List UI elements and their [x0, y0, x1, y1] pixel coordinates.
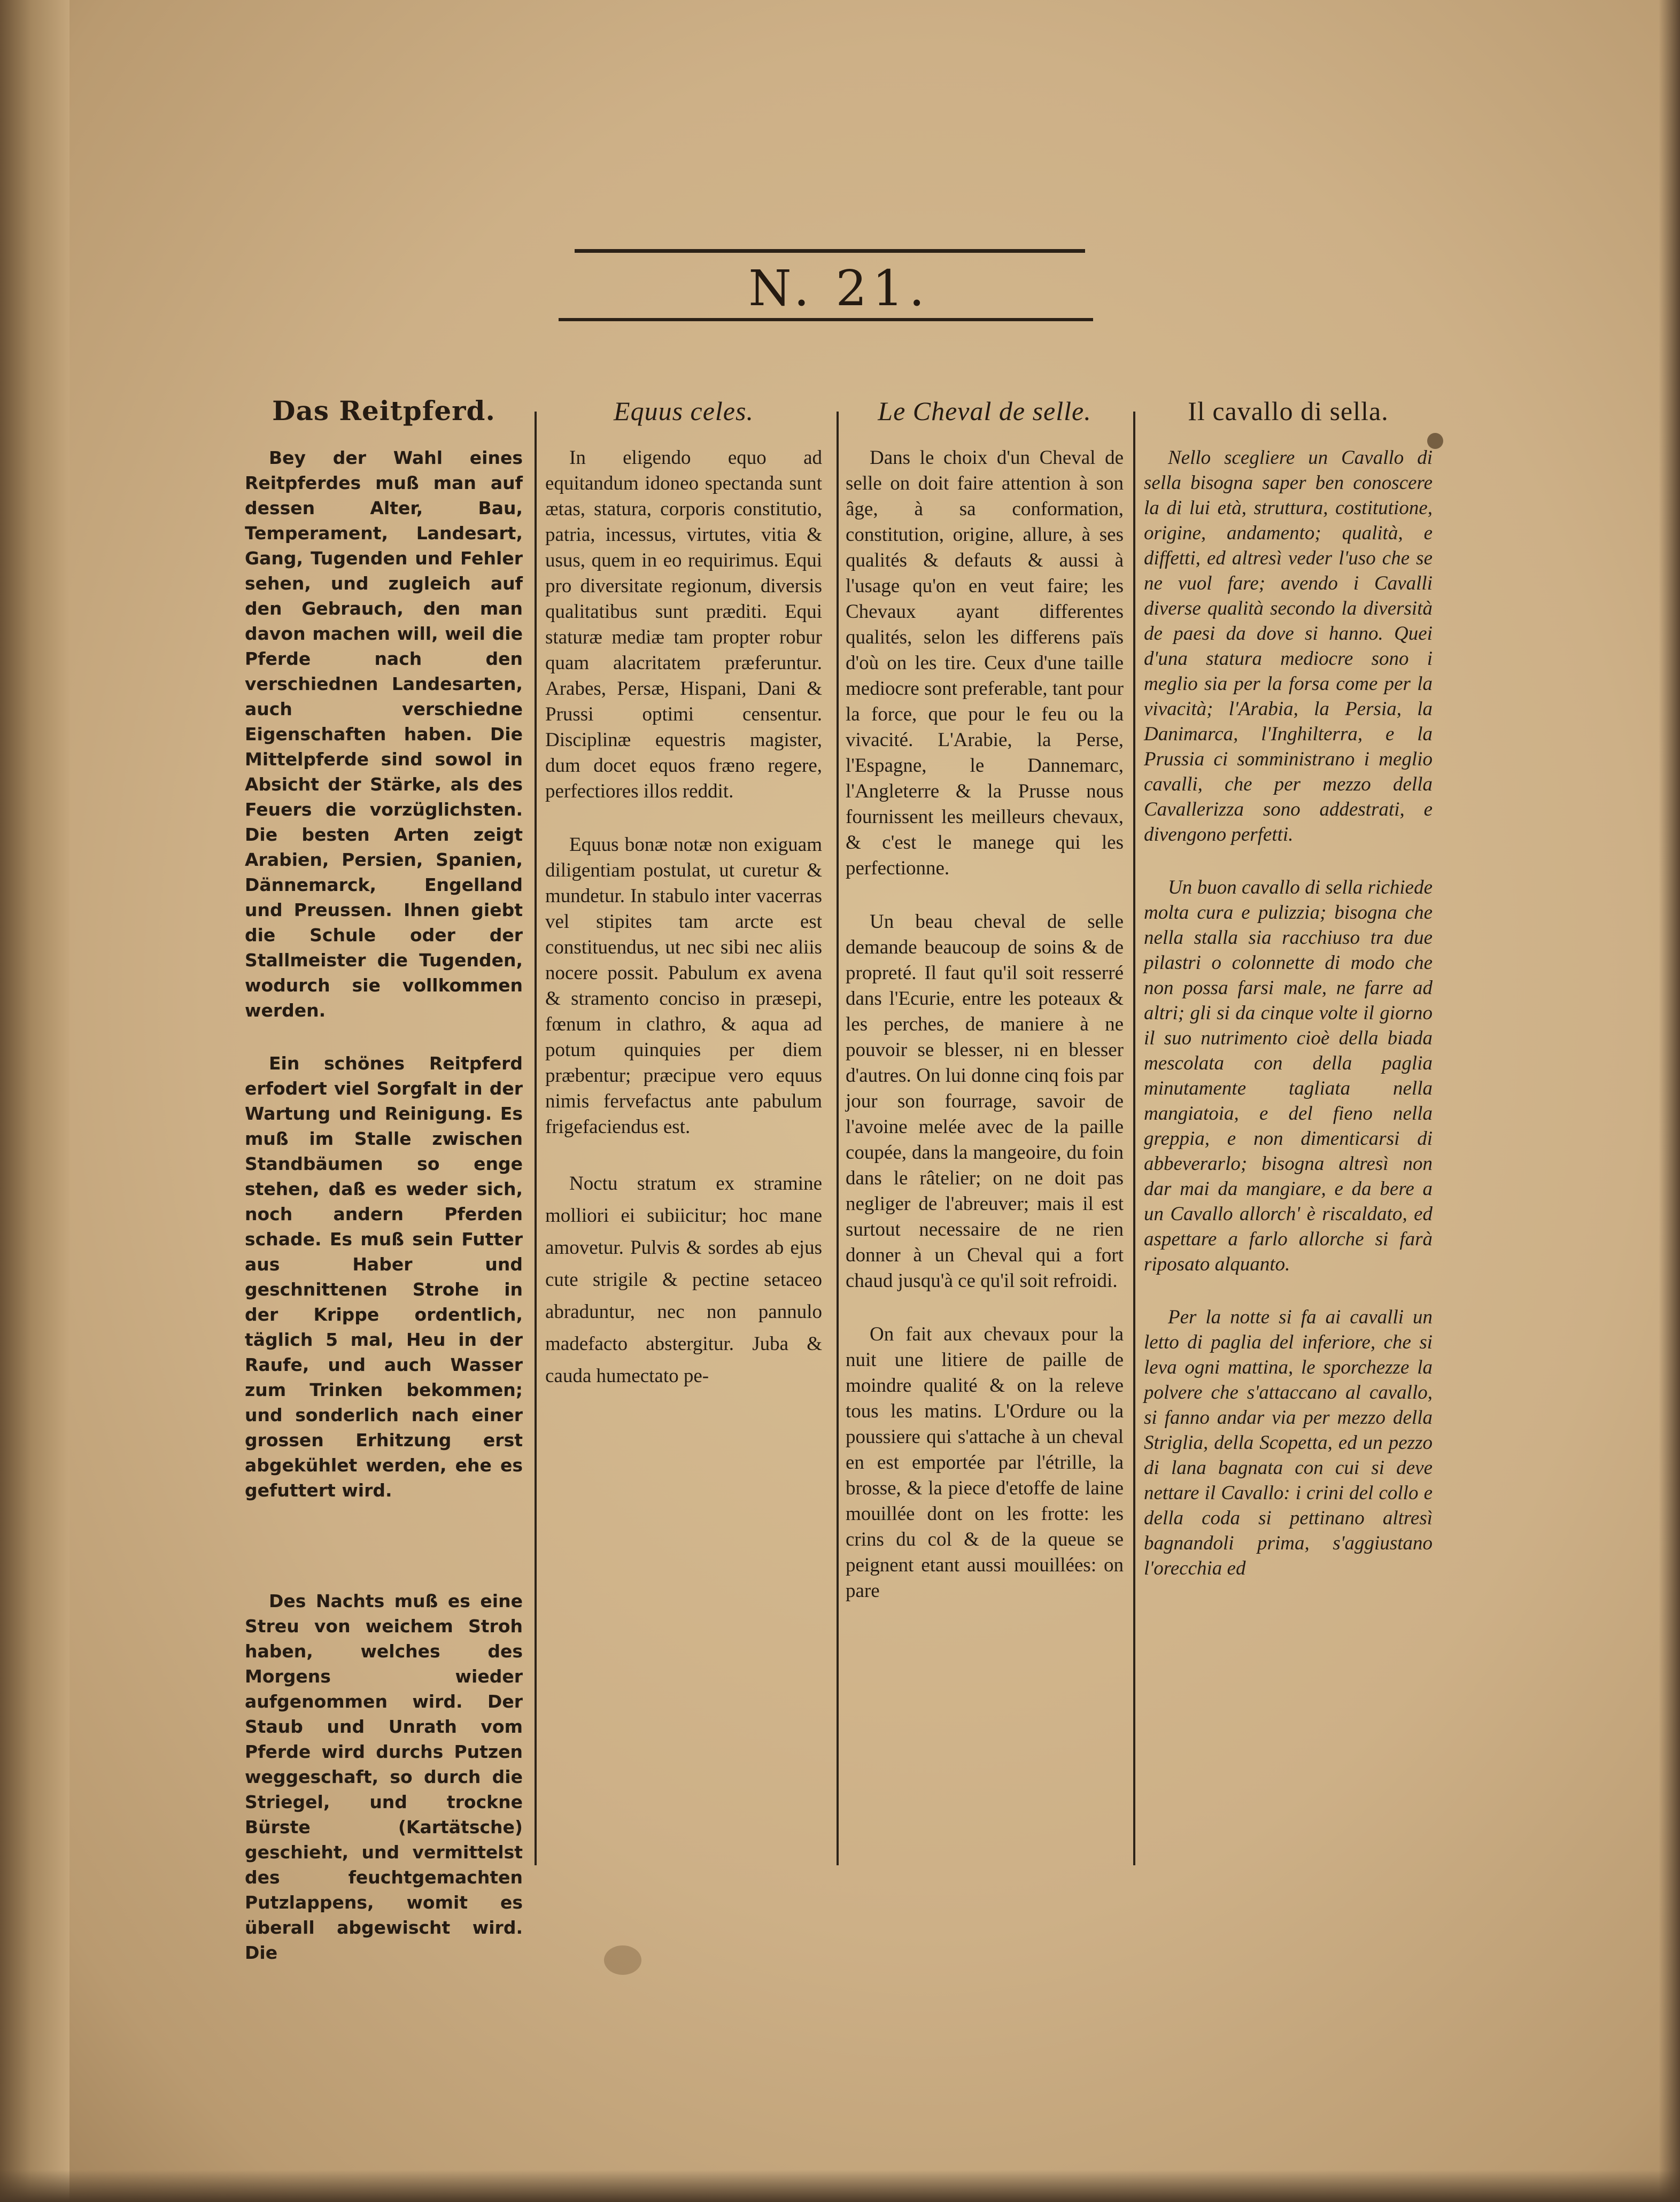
paragraph: Un buon cavallo di sella richiede molta cura e pulizzia; bisogna che nella stalla sia racchiuso tra due pilastri o colonnette di modo che non possa farsi male, ne farre ad altri; gli si da cinque volte il giorno il suo nutrimento cioè della biada mescolata con della paglia minutamente tagliata nella mangiatoia, e del fieno nella greppia, e non dimenticarsi di abbeverarlo; bisogna altresì non dar mai da mangiare, e da bere a un Cavallo allorch' è riscaldato, ed aspettare a farlo allorche si farà riposato alquanto. — [1144, 877, 1433, 1275]
column-title: Le Cheval de selle. — [878, 396, 1091, 426]
paragraph: Dans le choix d'un Cheval de selle on doit faire attention à son âge, à sa conformation, constitution, origine, allure, à ses qualités & defauts & aussi à l'usage qu'on en veut faire; les Chevaux ayant differentes qualités, selon les differens païs d'où on les tire. Ceux d'une taille mediocre sont preferable, tant pour la force, que pour le feu ou la vivacité. L'Arabie, la Perse, l'Espagne, le Dannemarc, l'Angleterre & la Prusse nous fournissent les meilleurs chevaux, & c'est le manege qui les perfectionne. — [846, 447, 1124, 879]
column-divider — [1133, 412, 1135, 1865]
header-rule-bottom — [559, 318, 1093, 321]
paragraph: Un beau cheval de selle demande beaucoup de soins & de propreté. Il faut qu'il soit resserré dans l'Ecurie, entre les poteaux & les perches, de maniere à ne pouvoir se blesser, ni en blesser d'autres. On lui donne cinq fois par jour son fourrage, savoir de l'avoine melée avec de la paille coupée, dans la mangeoire, du foin dans le râtelier; on ne doit pas negliger de l'abreuver; mais il est surtout necessaire de ne rien donner à un Cheval qui a fort chaud jusqu'à ce qu'il soit refroidi. — [846, 911, 1124, 1292]
column-latin — [545, 393, 822, 1879]
column-title: Das Reitpferd. — [272, 395, 496, 427]
paragraph: Bey der Wahl eines Reitpferdes muß man auf dessen Alter, Bau, Temperament, Landesart, Gang, Tugenden und Fehler sehen, und zugleich auf den Gebrauch, den man davon machen will, weil die Pferde nach den verschiednen Landesarten, auch verschiedne Eigenschaften haben. Die Mittelpferde sind sowol in Absicht der Stärke, als des Feuers die vorzüglichsten. Die besten Arten zeigt Arabien, Persien, Spanien, Dännemarck, Engelland und Preussen. Ihnen giebt die Schule oder der Stallmeister die Tugenden, wodurch sie vollkommen werden. — [245, 447, 523, 1021]
paragraph: Equus bonæ notæ non exiguam diligentiam postulat, ut curetur & mundetur. In stabulo inter vacerras vel stipites tam arcte est constituendus, ut nec sibi nec aliis nocere possit. Pabulum ex avena & stramento conciso in præsepi, fœnum in clathro, & aqua ad potum quinquies per diem præbentur; præcipue vero equus nimis fervefactus ante pabulum frigefaciendus est. — [545, 834, 822, 1138]
column-divider — [535, 412, 537, 1865]
header-rule-top — [575, 249, 1085, 253]
paragraph: Ein schönes Reitpferd erfodert viel Sorgfalt in der Wartung und Reinigung. Es muß im Stalle zwischen Standbäumen so enge stehen, daß es weder sich, noch andern Pferden schade. Es muß sein Futter aus Haber und geschnittenen Strohe in der Krippe ordentlich, täglich 5 mal, Heu in der Raufe, und auch Wasser zum Trinken bekommen; und sonderlich nach einer grossen Erhitzung erst abgekühlet werden, ehe es gefuttert wird. — [245, 1053, 523, 1501]
column-title: Equus celes. — [614, 396, 754, 426]
column-divider — [837, 412, 839, 1865]
page-edge-right — [1659, 0, 1680, 2202]
paragraph: In eligendo equo ad equitandum idoneo spectanda sunt ætas, statura, corporis constitutio, patria, incessus, virtutes, vitia & usus, quem in eo requirimus. Equi pro diversitate regionum, diversis qualitatibus sunt præditi. Equi staturæ mediæ tam propter robur quam alacritatem præferuntur. Arabes, Persæ, Hispani, Dani & Prussi optimi censentur. Disciplinæ equestris magister, dum docet equos fræno regere, perfectiores illos reddit. — [545, 447, 822, 802]
column-german — [245, 393, 523, 1963]
paragraph: Per la notte si fa ai cavalli un letto di paglia del inferiore, che si leva ogni mattina, le sporchezze la polvere che s'attaccano al cavallo, si fanno andar via per mezzo della Striglia, della Scopetta, ed un pezzo di lana bagnata con cui si deve nettare il Cavallo: i crini del collo e della coda si pettinano altresì bagnandoli prima, s'aggiustano l'orecchia ed — [1144, 1306, 1433, 1579]
paragraph: Nello scegliere un Cavallo di sella bisogna saper ben conoscere la di lui età, struttura, costitutione, origine, andamento; qualità, e diffetti, ed altresì veder l'uso che se ne vuol fare; avendo i Cavalli diverse qualità secondo la diversità de paesi da dove si hanno. Quei d'una statura mediocre sono i meglio sia per la forsa come per la vivacità; l'Arabia, la Persia, la Danimarca, l'Inghilterra, e la Prussia ci somministrano i meglio cavalli, che per mezzo della Cavallerizza sono addestrati, e divengono perfetti. — [1144, 447, 1433, 846]
page-edge-bottom — [0, 2170, 1680, 2202]
paper-stain — [604, 1945, 641, 1975]
column-title: Il cavallo di sella. — [1188, 396, 1389, 426]
paragraph: On fait aux chevaux pour la nuit une litiere de paille de moindre qualité & on la releve tous les matins. L'Ordure ou la poussiere qui s'attache à un cheval en est emportée par l'étrille, la brosse, & la piece d'etoffe de laine mouillée dont on les frotte: les crins du col & de la queue se peignent etant aussi mouillées: on pare — [846, 1323, 1124, 1602]
paragraph: Des Nachts muß es eine Streu von weichem Stroh haben, welches des Morgens wieder aufgenommen wird. Der Staub und Unrath vom Pferde wird durchs Putzen weggeschaft, so durch die Striegel, und trockne Bürste (Kartätsche) geschieht, und vermittelst des feuchtgemachten Putzlappens, womit es überall abgewischt wird. Die — [245, 1591, 523, 1963]
paragraph: Noctu stratum ex stramine molliori ei subiicitur; hoc mane amovetur. Pulvis & sordes ab ejus cute strigile & pectine setaceo abraduntur, nec non pannulo madefacto abstergitur. Juba & cauda humectato pe- — [545, 1173, 822, 1387]
issue-number: N. 21. — [748, 260, 930, 317]
column-italian — [1144, 393, 1433, 1879]
book-gutter — [0, 0, 69, 2202]
column-french — [846, 393, 1124, 1879]
